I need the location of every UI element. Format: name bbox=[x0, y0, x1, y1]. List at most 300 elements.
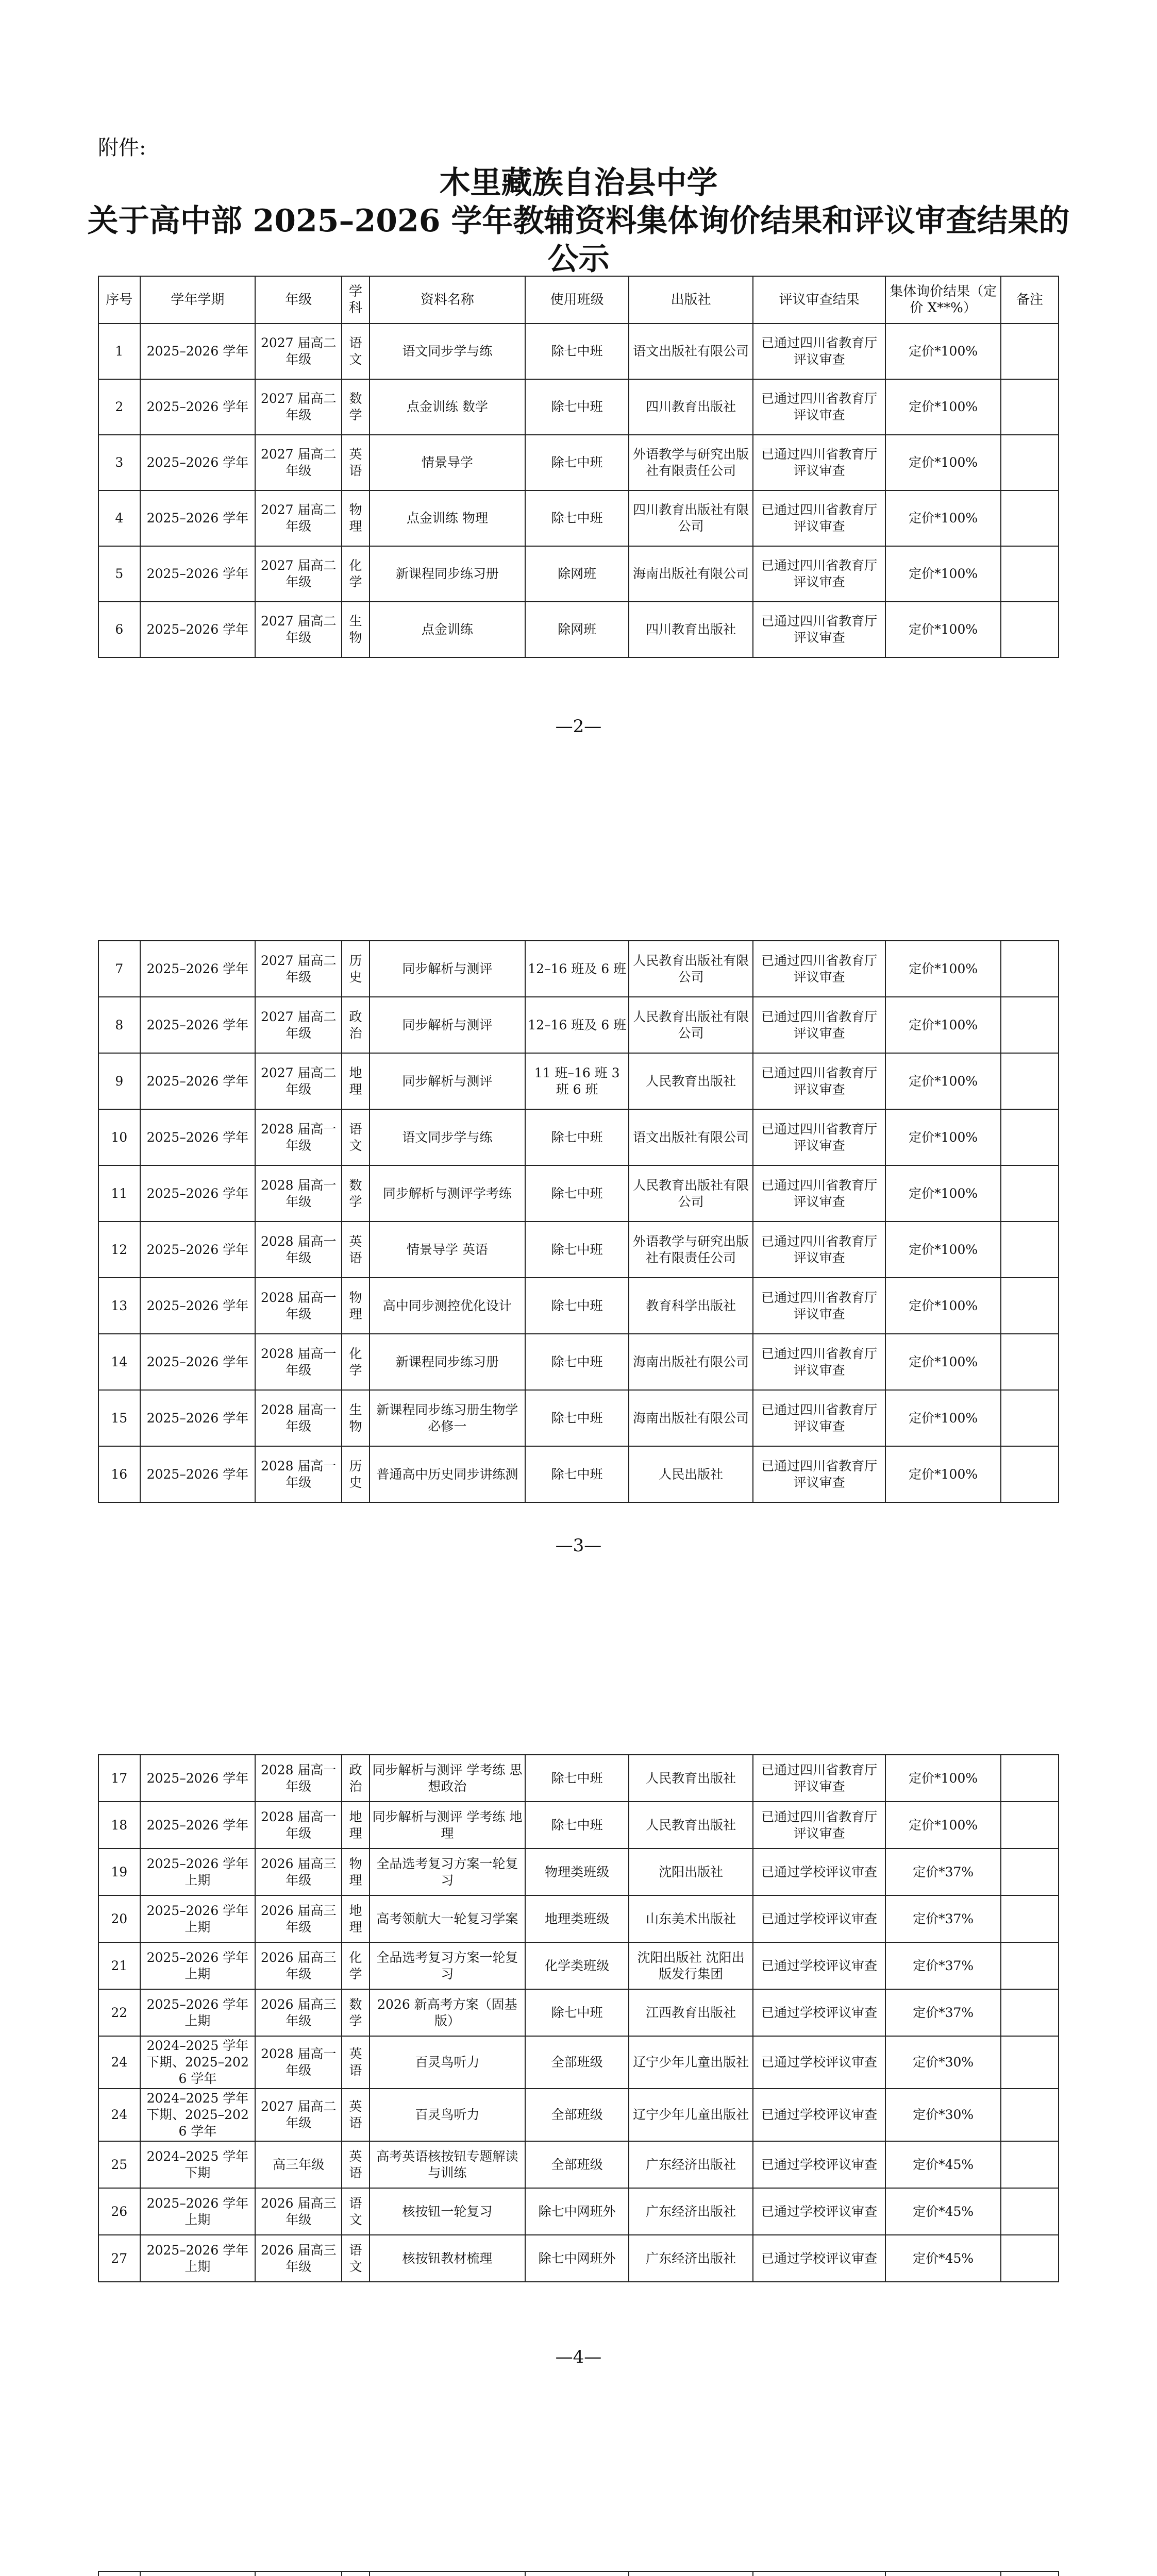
subject-cell: 物理 bbox=[342, 1278, 370, 1334]
subject-cell: 化学 bbox=[342, 1334, 370, 1390]
grade-cell: 2026 届高三年级 bbox=[255, 1942, 342, 1989]
review-cell: 已通过四川省教育厅评议审查 bbox=[753, 1053, 885, 1109]
publisher-cell: 江西教育出版社 bbox=[629, 1989, 753, 2036]
grade-cell: 2026 届高三年级 bbox=[255, 1989, 342, 2036]
term-cell: 2025–2026 学年 bbox=[140, 490, 256, 546]
seq-cell: 24 bbox=[98, 2036, 140, 2089]
class-cell: 除七中网班外 bbox=[525, 2235, 629, 2282]
class-cell: 全部班级 bbox=[525, 2089, 629, 2141]
column-header: 出版社 bbox=[629, 276, 753, 324]
term-cell: 2025–2026 学年 bbox=[140, 1222, 256, 1278]
publisher-cell: 辽宁少年儿童出版社 bbox=[629, 2089, 753, 2141]
material-cell: 同步解析与测评 bbox=[370, 997, 525, 1053]
seq-cell: 3 bbox=[98, 435, 140, 490]
seq-cell: 6 bbox=[98, 602, 140, 657]
remark-cell bbox=[1001, 1849, 1059, 1895]
term-cell: 2025–2026 学年上期 bbox=[140, 1942, 256, 1989]
seq-cell: 12 bbox=[98, 1222, 140, 1278]
publisher-cell: 人民教育出版社 bbox=[629, 1755, 753, 1802]
remark-cell bbox=[1001, 1895, 1059, 1942]
column-header: 序号 bbox=[98, 276, 140, 324]
class-cell: 除七中班 bbox=[525, 1165, 629, 1222]
term-cell: 2024–2025 学年下期 bbox=[140, 2141, 256, 2188]
remark-cell bbox=[1001, 1278, 1059, 1334]
material-cell bbox=[370, 2571, 525, 2576]
material-cell: 高中同步测控优化设计 bbox=[370, 1278, 525, 1334]
table-row bbox=[98, 1165, 1059, 1222]
seq-cell: 5 bbox=[98, 546, 140, 602]
term-cell: 2025–2026 学年上期 bbox=[140, 2188, 256, 2235]
pricing-table-page-4 bbox=[98, 1754, 1059, 2282]
term-cell: 2024–2025 学年下期、2025–2026 学年 bbox=[140, 2036, 256, 2089]
term-cell: 2025–2026 学年 bbox=[140, 1334, 256, 1390]
seq-cell: 13 bbox=[98, 1278, 140, 1334]
publisher-cell: 广东经济出版社 bbox=[629, 2188, 753, 2235]
table-row bbox=[98, 1755, 1059, 1802]
page-number-2: —2— bbox=[555, 716, 602, 737]
publisher-cell: 海南出版社有限公司 bbox=[629, 1334, 753, 1390]
publisher-cell: 外语教学与研究出版社有限责任公司 bbox=[629, 435, 753, 490]
term-cell: 2025–2026 学年 bbox=[140, 1802, 256, 1849]
price-cell: 定价*100% bbox=[885, 1334, 1001, 1390]
table-row bbox=[98, 1278, 1059, 1334]
term-cell bbox=[140, 2571, 256, 2576]
price-cell: 定价*100% bbox=[885, 941, 1001, 997]
seq-cell: 7 bbox=[98, 941, 140, 997]
term-cell: 2025–2026 学年 bbox=[140, 546, 256, 602]
price-cell: 定价*100% bbox=[885, 997, 1001, 1053]
seq-cell: 8 bbox=[98, 997, 140, 1053]
material-cell: 同步解析与测评 bbox=[370, 1053, 525, 1109]
grade-cell: 2028 届高一年级 bbox=[255, 1109, 342, 1165]
seq-cell: 15 bbox=[98, 1390, 140, 1446]
grade-cell: 2027 届高二年级 bbox=[255, 546, 342, 602]
publisher-cell: 辽宁少年儿童出版社 bbox=[629, 2036, 753, 2089]
table-row bbox=[98, 2089, 1059, 2141]
subject-cell: 历史 bbox=[342, 941, 370, 997]
class-cell: 除七中网班外 bbox=[525, 2188, 629, 2235]
term-cell: 2025–2026 学年 bbox=[140, 1109, 256, 1165]
publisher-cell: 广东经济出版社 bbox=[629, 2141, 753, 2188]
remark-cell bbox=[1001, 2571, 1059, 2576]
grade-cell: 2027 届高二年级 bbox=[255, 324, 342, 379]
review-cell: 已通过学校评议审查 bbox=[753, 2036, 885, 2089]
term-cell: 2025–2026 学年 bbox=[140, 324, 256, 379]
subject-cell: 英语 bbox=[342, 2141, 370, 2188]
table-row bbox=[98, 2188, 1059, 2235]
document-title-line3: 公示 bbox=[547, 241, 610, 277]
remark-cell bbox=[1001, 2188, 1059, 2235]
publisher-cell: 沈阳出版社 bbox=[629, 1849, 753, 1895]
publisher-cell: 教育科学出版社 bbox=[629, 1278, 753, 1334]
term-cell: 2025–2026 学年 bbox=[140, 602, 256, 657]
table-row bbox=[98, 1053, 1059, 1109]
term-cell: 2025–2026 学年 bbox=[140, 379, 256, 435]
material-cell: 同步解析与测评 bbox=[370, 941, 525, 997]
material-cell: 百灵鸟听力 bbox=[370, 2089, 525, 2141]
review-cell: 已通过四川省教育厅评议审查 bbox=[753, 1109, 885, 1165]
class-cell: 全部班级 bbox=[525, 2141, 629, 2188]
subject-cell: 物理 bbox=[342, 1849, 370, 1895]
remark-cell bbox=[1001, 1755, 1059, 1802]
table-row bbox=[98, 1989, 1059, 2036]
term-cell: 2025–2026 学年 bbox=[140, 1390, 256, 1446]
subject-cell: 语文 bbox=[342, 2235, 370, 2282]
price-cell: 定价*37% bbox=[885, 1989, 1001, 2036]
price-cell: 定价*30% bbox=[885, 2036, 1001, 2089]
class-cell: 除七中班 bbox=[525, 1334, 629, 1390]
grade-cell: 2028 届高一年级 bbox=[255, 1446, 342, 1502]
price-cell: 定价*37% bbox=[885, 1942, 1001, 1989]
seq-cell: 25 bbox=[98, 2141, 140, 2188]
class-cell: 11 班–16 班 3 班 6 班 bbox=[525, 1053, 629, 1109]
class-cell: 除七中班 bbox=[525, 1802, 629, 1849]
review-cell: 已通过四川省教育厅评议审查 bbox=[753, 324, 885, 379]
table-row bbox=[98, 435, 1059, 490]
publisher-cell: 四川教育出版社 bbox=[629, 379, 753, 435]
grade-cell: 2028 届高一年级 bbox=[255, 1278, 342, 1334]
review-cell: 已通过学校评议审查 bbox=[753, 2089, 885, 2141]
remark-cell bbox=[1001, 1390, 1059, 1446]
column-header: 学年学期 bbox=[140, 276, 256, 324]
review-cell: 已通过学校评议审查 bbox=[753, 1989, 885, 2036]
grade-cell: 2026 届高三年级 bbox=[255, 1849, 342, 1895]
grade-cell: 2027 届高二年级 bbox=[255, 941, 342, 997]
publisher-cell: 人民教育出版社 bbox=[629, 1802, 753, 1849]
material-cell: 同步解析与测评 学考练 地理 bbox=[370, 1802, 525, 1849]
grade-cell: 2028 届高一年级 bbox=[255, 1334, 342, 1390]
grade-cell: 2026 届高三年级 bbox=[255, 2188, 342, 2235]
price-cell: 定价*100% bbox=[885, 602, 1001, 657]
column-header: 集体询价结果（定价 X**%） bbox=[885, 276, 1001, 324]
term-cell: 2025–2026 学年 bbox=[140, 1755, 256, 1802]
seq-cell: 14 bbox=[98, 1334, 140, 1390]
review-cell: 已通过学校评议审查 bbox=[753, 2235, 885, 2282]
column-header: 使用班级 bbox=[525, 276, 629, 324]
pricing-table-page-5 bbox=[98, 2571, 1059, 2576]
price-cell: 定价*100% bbox=[885, 1053, 1001, 1109]
remark-cell bbox=[1001, 1109, 1059, 1165]
subject-cell: 地理 bbox=[342, 1053, 370, 1109]
class-cell: 全部班级 bbox=[525, 2036, 629, 2089]
table-row bbox=[98, 1390, 1059, 1446]
seq-cell: 16 bbox=[98, 1446, 140, 1502]
material-cell: 同步解析与测评学考练 bbox=[370, 1165, 525, 1222]
term-cell: 2025–2026 学年 bbox=[140, 435, 256, 490]
subject-cell: 物理 bbox=[342, 490, 370, 546]
term-cell: 2025–2026 学年上期 bbox=[140, 2235, 256, 2282]
review-cell bbox=[753, 2571, 885, 2576]
seq-cell: 2 bbox=[98, 379, 140, 435]
seq-cell: 20 bbox=[98, 1895, 140, 1942]
publisher-cell: 人民教育出版社有限公司 bbox=[629, 941, 753, 997]
material-cell: 百灵鸟听力 bbox=[370, 2036, 525, 2089]
review-cell: 已通过四川省教育厅评议审查 bbox=[753, 379, 885, 435]
subject-cell: 历史 bbox=[342, 1446, 370, 1502]
review-cell: 已通过四川省教育厅评议审查 bbox=[753, 490, 885, 546]
remark-cell bbox=[1001, 2235, 1059, 2282]
seq-cell: 17 bbox=[98, 1755, 140, 1802]
seq-cell: 1 bbox=[98, 324, 140, 379]
review-cell: 已通过四川省教育厅评议审查 bbox=[753, 1334, 885, 1390]
price-cell: 定价*100% bbox=[885, 546, 1001, 602]
remark-cell bbox=[1001, 435, 1059, 490]
column-header: 学科 bbox=[342, 276, 370, 324]
price-cell: 定价*45% bbox=[885, 2141, 1001, 2188]
subject-cell: 英语 bbox=[342, 1222, 370, 1278]
subject-cell: 英语 bbox=[342, 435, 370, 490]
material-cell: 同步解析与测评 学考练 思想政治 bbox=[370, 1755, 525, 1802]
grade-cell: 2028 届高一年级 bbox=[255, 1755, 342, 1802]
publisher-cell: 人民教育出版社有限公司 bbox=[629, 997, 753, 1053]
seq-cell: 11 bbox=[98, 1165, 140, 1222]
publisher-cell: 语文出版社有限公司 bbox=[629, 1109, 753, 1165]
table-header-row bbox=[98, 276, 1059, 324]
review-cell: 已通过四川省教育厅评议审查 bbox=[753, 1278, 885, 1334]
price-cell: 定价*100% bbox=[885, 379, 1001, 435]
subject-cell: 生物 bbox=[342, 602, 370, 657]
seq-cell: 21 bbox=[98, 1942, 140, 1989]
price-cell: 定价*30% bbox=[885, 2089, 1001, 2141]
price-cell: 定价*37% bbox=[885, 1849, 1001, 1895]
material-cell: 高考英语核按钮专题解读与训练 bbox=[370, 2141, 525, 2188]
subject-cell: 数学 bbox=[342, 1989, 370, 2036]
subject-cell: 化学 bbox=[342, 1942, 370, 1989]
material-cell: 高考领航大一轮复习学案 bbox=[370, 1895, 525, 1942]
grade-cell: 2027 届高二年级 bbox=[255, 2089, 342, 2141]
table-row bbox=[98, 1109, 1059, 1165]
table-row bbox=[98, 379, 1059, 435]
review-cell: 已通过四川省教育厅评议审查 bbox=[753, 1802, 885, 1849]
table-row bbox=[98, 941, 1059, 997]
subject-cell: 生物 bbox=[342, 1390, 370, 1446]
publisher-cell: 四川教育出版社 bbox=[629, 602, 753, 657]
publisher-cell: 外语教学与研究出版社有限责任公司 bbox=[629, 1222, 753, 1278]
review-cell: 已通过四川省教育厅评议审查 bbox=[753, 997, 885, 1053]
remark-cell bbox=[1001, 1446, 1059, 1502]
class-cell: 除七中班 bbox=[525, 435, 629, 490]
grade-cell: 2026 届高三年级 bbox=[255, 2235, 342, 2282]
review-cell: 已通过四川省教育厅评议审查 bbox=[753, 1755, 885, 1802]
price-cell: 定价*45% bbox=[885, 2235, 1001, 2282]
grade-cell: 2027 届高二年级 bbox=[255, 435, 342, 490]
publisher-cell: 语文出版社有限公司 bbox=[629, 324, 753, 379]
seq-cell: 10 bbox=[98, 1109, 140, 1165]
class-cell: 除七中班 bbox=[525, 1755, 629, 1802]
publisher-cell: 沈阳出版社 沈阳出版发行集团 bbox=[629, 1942, 753, 1989]
review-cell: 已通过学校评议审查 bbox=[753, 1942, 885, 1989]
document-title-line2: 关于高中部 2025–2026 学年教辅资料集体询价结果和评议审查结果的 bbox=[87, 203, 1070, 239]
material-cell: 点金训练 bbox=[370, 602, 525, 657]
table-row bbox=[98, 2036, 1059, 2089]
seq-cell: 24 bbox=[98, 2089, 140, 2141]
subject-cell: 英语 bbox=[342, 2089, 370, 2141]
review-cell: 已通过四川省教育厅评议审查 bbox=[753, 546, 885, 602]
remark-cell bbox=[1001, 602, 1059, 657]
material-cell: 全品选考复习方案一轮复习 bbox=[370, 1849, 525, 1895]
class-cell: 除网班 bbox=[525, 602, 629, 657]
class-cell: 除七中班 bbox=[525, 1109, 629, 1165]
material-cell: 点金训练 数学 bbox=[370, 379, 525, 435]
table-row bbox=[98, 1895, 1059, 1942]
grade-cell: 2026 届高三年级 bbox=[255, 1895, 342, 1942]
attachment-label: 附件: bbox=[98, 136, 146, 160]
grade-cell bbox=[255, 2571, 342, 2576]
remark-cell bbox=[1001, 546, 1059, 602]
remark-cell bbox=[1001, 997, 1059, 1053]
subject-cell: 地理 bbox=[342, 1802, 370, 1849]
remark-cell bbox=[1001, 379, 1059, 435]
grade-cell: 2028 届高一年级 bbox=[255, 1165, 342, 1222]
seq-cell: 27 bbox=[98, 2235, 140, 2282]
review-cell: 已通过学校评议审查 bbox=[753, 2141, 885, 2188]
column-header: 备注 bbox=[1001, 276, 1059, 324]
material-cell: 新课程同步练习册 bbox=[370, 546, 525, 602]
subject-cell: 地理 bbox=[342, 1895, 370, 1942]
class-cell: 12–16 班及 6 班 bbox=[525, 941, 629, 997]
material-cell: 新课程同步练习册生物学必修一 bbox=[370, 1390, 525, 1446]
class-cell: 除七中班 bbox=[525, 324, 629, 379]
class-cell: 除七中班 bbox=[525, 1446, 629, 1502]
subject-cell: 政治 bbox=[342, 997, 370, 1053]
material-cell: 语文同步学与练 bbox=[370, 1109, 525, 1165]
price-cell: 定价*100% bbox=[885, 490, 1001, 546]
subject-cell bbox=[342, 2571, 370, 2576]
term-cell: 2025–2026 学年上期 bbox=[140, 1989, 256, 2036]
table-row bbox=[98, 1849, 1059, 1895]
price-cell: 定价*100% bbox=[885, 1390, 1001, 1446]
review-cell: 已通过四川省教育厅评议审查 bbox=[753, 1390, 885, 1446]
table-row bbox=[98, 1222, 1059, 1278]
column-header: 资料名称 bbox=[370, 276, 525, 324]
remark-cell bbox=[1001, 1165, 1059, 1222]
grade-cell: 2027 届高二年级 bbox=[255, 602, 342, 657]
grade-cell: 2027 届高二年级 bbox=[255, 490, 342, 546]
term-cell: 2025–2026 学年 bbox=[140, 1446, 256, 1502]
material-cell: 点金训练 物理 bbox=[370, 490, 525, 546]
column-header: 年级 bbox=[255, 276, 342, 324]
remark-cell bbox=[1001, 324, 1059, 379]
class-cell: 除七中班 bbox=[525, 490, 629, 546]
table-row bbox=[98, 1446, 1059, 1502]
class-cell: 除七中班 bbox=[525, 1390, 629, 1446]
publisher-cell: 人民出版社 bbox=[629, 1446, 753, 1502]
remark-cell bbox=[1001, 490, 1059, 546]
publisher-cell: 人民教育出版社 bbox=[629, 1053, 753, 1109]
subject-cell: 政治 bbox=[342, 1755, 370, 1802]
review-cell: 已通过学校评议审查 bbox=[753, 1895, 885, 1942]
pricing-table-page-2 bbox=[98, 276, 1059, 658]
subject-cell: 语文 bbox=[342, 324, 370, 379]
remark-cell bbox=[1001, 1222, 1059, 1278]
seq-cell: 26 bbox=[98, 2188, 140, 2235]
subject-cell: 英语 bbox=[342, 2036, 370, 2089]
remark-cell bbox=[1001, 1802, 1059, 1849]
review-cell: 已通过四川省教育厅评议审查 bbox=[753, 1165, 885, 1222]
page-number-3: —3— bbox=[555, 1535, 602, 1556]
page-number-4: —4— bbox=[555, 2347, 602, 2367]
table-row bbox=[98, 546, 1059, 602]
document-title-line1: 木里藏族自治县中学 bbox=[439, 165, 718, 201]
subject-cell: 语文 bbox=[342, 2188, 370, 2235]
term-cell: 2025–2026 学年 bbox=[140, 997, 256, 1053]
publisher-cell: 四川教育出版社有限公司 bbox=[629, 490, 753, 546]
material-cell: 情景导学 英语 bbox=[370, 1222, 525, 1278]
grade-cell: 2028 届高一年级 bbox=[255, 2036, 342, 2089]
publisher-cell: 海南出版社有限公司 bbox=[629, 1390, 753, 1446]
term-cell: 2024–2025 学年下期、2025–2026 学年 bbox=[140, 2089, 256, 2141]
review-cell: 已通过四川省教育厅评议审查 bbox=[753, 1446, 885, 1502]
remark-cell bbox=[1001, 2089, 1059, 2141]
seq-cell: 4 bbox=[98, 490, 140, 546]
class-cell: 除七中班 bbox=[525, 1222, 629, 1278]
publisher-cell: 广东经济出版社 bbox=[629, 2235, 753, 2282]
class-cell: 地理类班级 bbox=[525, 1895, 629, 1942]
table-row bbox=[98, 1802, 1059, 1849]
review-cell: 已通过四川省教育厅评议审查 bbox=[753, 1222, 885, 1278]
class-cell: 12–16 班及 6 班 bbox=[525, 997, 629, 1053]
class-cell: 物理类班级 bbox=[525, 1849, 629, 1895]
table-row bbox=[98, 602, 1059, 657]
publisher-cell bbox=[629, 2571, 753, 2576]
price-cell: 定价*100% bbox=[885, 1222, 1001, 1278]
remark-cell bbox=[1001, 1942, 1059, 1989]
term-cell: 2025–2026 学年 bbox=[140, 1165, 256, 1222]
seq-cell: 9 bbox=[98, 1053, 140, 1109]
material-cell: 情景导学 bbox=[370, 435, 525, 490]
term-cell: 2025–2026 学年 bbox=[140, 1053, 256, 1109]
material-cell: 新课程同步练习册 bbox=[370, 1334, 525, 1390]
grade-cell: 2028 届高一年级 bbox=[255, 1222, 342, 1278]
term-cell: 2025–2026 学年上期 bbox=[140, 1849, 256, 1895]
material-cell: 2026 新高考方案（固基版） bbox=[370, 1989, 525, 2036]
price-cell: 定价*100% bbox=[885, 1446, 1001, 1502]
remark-cell bbox=[1001, 1053, 1059, 1109]
review-cell: 已通过四川省教育厅评议审查 bbox=[753, 435, 885, 490]
pricing-table-page-3 bbox=[98, 940, 1059, 1503]
publisher-cell: 山东美术出版社 bbox=[629, 1895, 753, 1942]
grade-cell: 高三年级 bbox=[255, 2141, 342, 2188]
remark-cell bbox=[1001, 2141, 1059, 2188]
table-row bbox=[98, 2235, 1059, 2282]
grade-cell: 2028 届高一年级 bbox=[255, 1802, 342, 1849]
price-cell: 定价*100% bbox=[885, 1165, 1001, 1222]
table-row bbox=[98, 997, 1059, 1053]
material-cell: 语文同步学与练 bbox=[370, 324, 525, 379]
subject-cell: 数学 bbox=[342, 1165, 370, 1222]
price-cell: 定价*100% bbox=[885, 1109, 1001, 1165]
publisher-cell: 海南出版社有限公司 bbox=[629, 546, 753, 602]
grade-cell: 2027 届高二年级 bbox=[255, 1053, 342, 1109]
review-cell: 已通过四川省教育厅评议审查 bbox=[753, 602, 885, 657]
price-cell: 定价*45% bbox=[885, 2188, 1001, 2235]
remark-cell bbox=[1001, 941, 1059, 997]
review-cell: 已通过学校评议审查 bbox=[753, 2188, 885, 2235]
price-cell: 定价*100% bbox=[885, 1278, 1001, 1334]
price-cell: 定价*37% bbox=[885, 1895, 1001, 1942]
price-cell: 定价*100% bbox=[885, 1802, 1001, 1849]
price-cell: 定价*100% bbox=[885, 435, 1001, 490]
class-cell: 除七中班 bbox=[525, 379, 629, 435]
table-row bbox=[98, 490, 1059, 546]
material-cell: 核按钮一轮复习 bbox=[370, 2188, 525, 2235]
term-cell: 2025–2026 学年 bbox=[140, 941, 256, 997]
class-cell: 除七中班 bbox=[525, 1989, 629, 2036]
table-row bbox=[98, 2571, 1059, 2576]
grade-cell: 2027 届高二年级 bbox=[255, 379, 342, 435]
remark-cell bbox=[1001, 1334, 1059, 1390]
term-cell: 2025–2026 学年上期 bbox=[140, 1895, 256, 1942]
